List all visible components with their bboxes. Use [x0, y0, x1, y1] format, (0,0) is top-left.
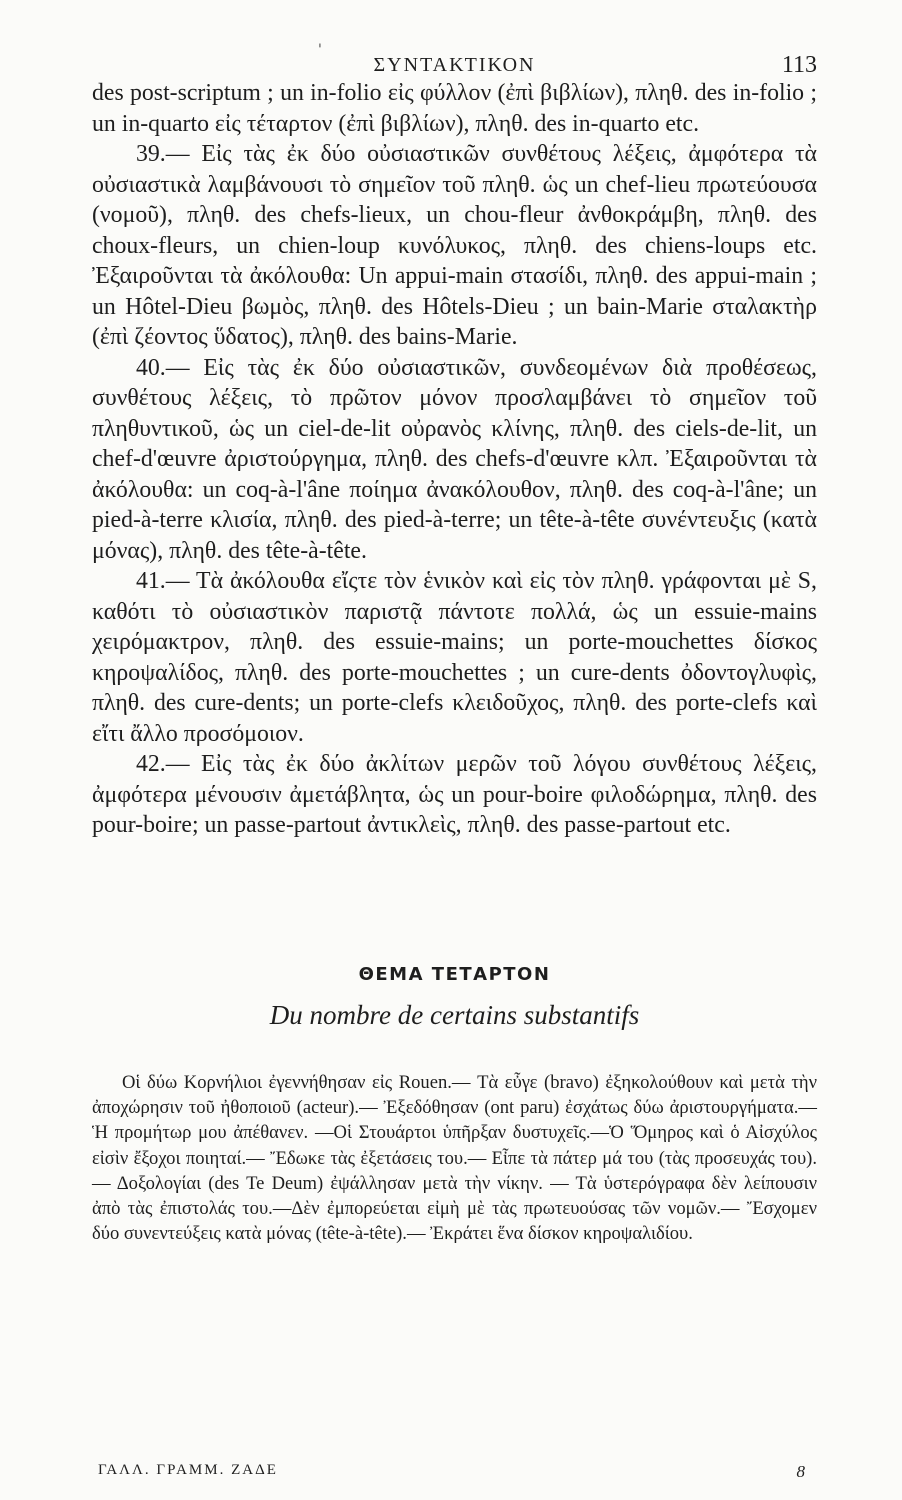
- printer-signature: ΓΑΛΛ. ΓΡΑΜΜ. ΖΑΔΕ: [98, 1462, 278, 1478]
- section-subtitle: Du nombre de certains substantifs: [269, 1000, 640, 1030]
- paragraph-42: 42.— Εἰς τὰς ἐκ δύο ἀκλίτων μερῶν τοῦ λόγου συνθέτους λέξεις, ἀμφότερα μένουσιν ἀμετάβλητα, ὡς un pour-boire φιλοδώρημα, πληθ. des pour-boire; un passe-partout ἀντικλεὶς, πληθ. des passe-partout etc.: [92, 751, 817, 838]
- page-header: [92, 46, 817, 80]
- paragraph-41: 41.— Τὰ ἀκόλουθα εἴςτε τὸν ἑνικὸν καὶ εἰς τὸν πληθ. γράφονται μὲ S, καθότι τὸ οὐσιαστικὸν παριστᾷ πάντοτε πολλά, ὡς un essuie-mains χειρόμακτρον, πληθ. des essuie-mains; un porte-mouchettes δίσκος κηροψαλίδος, πληθ. des porte-mouchettes ; un cure-dents ὀδοντογλυφὶς, πληθ. des cure-dents; un porte-clefs κλειδοῦχος, πληθ. des porte-clefs καὶ εἴτι ἄλλο προσόμοιον.: [92, 568, 817, 747]
- exercise-text: Οἱ δύω Κορνήλιοι ἐγεννήθησαν εἰς Rouen.— Τὰ εὖγε (bravo) ἐξηκολούθουν καὶ μετὰ τὴν ἀποχώρησιν τοῦ ἠθοποιοῦ (acteur).— Ἐξεδόθησαν (ont paru) ἐσχάτως δύω ἀριστουργήματα.— Ἡ προμήτωρ μου ἀπέθανεν. —Οἱ Στουάρτοι ὑπῆρξαν δυστυχεῖς.—Ὁ Ὅμηρος καὶ ὁ Αἰσχύλος εἰσὶν ἔξοχοι ποιηταί.— Ἔδωκε τὰς ἐξετάσεις του.— Εἶπε τὰ πάτερ μά του (τὰς προσευχάς του).— Δοξολογίαι (des Te Deum) ἐψάλλησαν μετὰ τὴν νίκην. — Τὰ ὑστερόγραφα δὲν λείπουσιν ἀπὸ τὰς ἐπιστολάς του.—Δὲν ἐμπορεύεται εἰμὴ μὲ τὰς πρωτευούσας τῶν νομῶν.— Ἔσχομεν δύο συνεντεύξεις κατὰ μόνας (tête-à-tête).— Ἐκράτει ἕνα δίσκον κηροψαλιδίου.: [92, 1072, 817, 1245]
- paragraph-39: 39.— Εἰς τὰς ἐκ δύο οὐσιαστικῶν συνθέτους λέξεις, ἀμφότερα τὰ οὐσιαστικὰ λαμβάνουσι τὸ σημεῖον τοῦ πληθ. ὡς un chef-lieu πρωτεύουσα (νομοῦ), πληθ. des chefs-lieux, un chou-fleur ἀνθοκράμβη, πληθ. des choux-fleurs, un chien-loup κυνόλυκος, πληθ. des chiens-loups etc. Ἐξαιροῦνται τὰ ἀκόλουθα: Un appui-main στασίδι, πληθ. des appui-main ; un Hôtel-Dieu βωμὸς, πληθ. des Hôtels-Dieu ; un bain-Marie σταλακτὴρ (ἐπὶ ζέοντος ὕδατος), πληθ. des bains-Marie.: [92, 141, 817, 350]
- running-title: ΣΥΝΤΑΚΤΙΚΟΝ: [373, 54, 536, 76]
- paragraph-continuation: des post-scriptum ; un in-folio εἰς φύλλον (ἐπὶ βιβλίων), πληθ. des in-folio ; un in-quarto εἰς τέταρτον (ἐπὶ βιβλίων), πληθ. des in-quarto etc.: [92, 80, 817, 137]
- body-text: [92, 78, 817, 841]
- page-footer: [98, 1462, 813, 1488]
- stray-mark: ': [318, 42, 322, 58]
- section-heading: ΘΕΜΑ ΤΕΤΑΡΤΟΝ: [358, 964, 551, 985]
- paragraph-40: 40.— Εἰς τὰς ἐκ δύο οὐσιαστικῶν, συνδεομένων διὰ προθέσεως, συνθέτους λέξεις, τὸ πρῶτον μόνον προσλαμβάνει τὸ σημεῖον τοῦ πληθυντικοῦ, ὡς un ciel-de-lit οὐρανὸς κλίνης, πληθ. des ciels-de-lit, un chef-d'œuvre ἀριστούργημα, πληθ. des chefs-d'œuvre κλπ. Ἐξαιροῦνται τὰ ἀκόλουθα: un coq-à-l'âne ποίημα ἀνακόλουθον, πληθ. des coq-à-l'âne; un pied-à-terre κλισία, πληθ. des pied-à-terre; un tête-à-tête συνέντευξις (κατὰ μόνας), πληθ. des tête-à-tête.: [92, 354, 817, 564]
- sheet-number: 8: [796, 1462, 805, 1481]
- page-number: 113: [781, 52, 817, 78]
